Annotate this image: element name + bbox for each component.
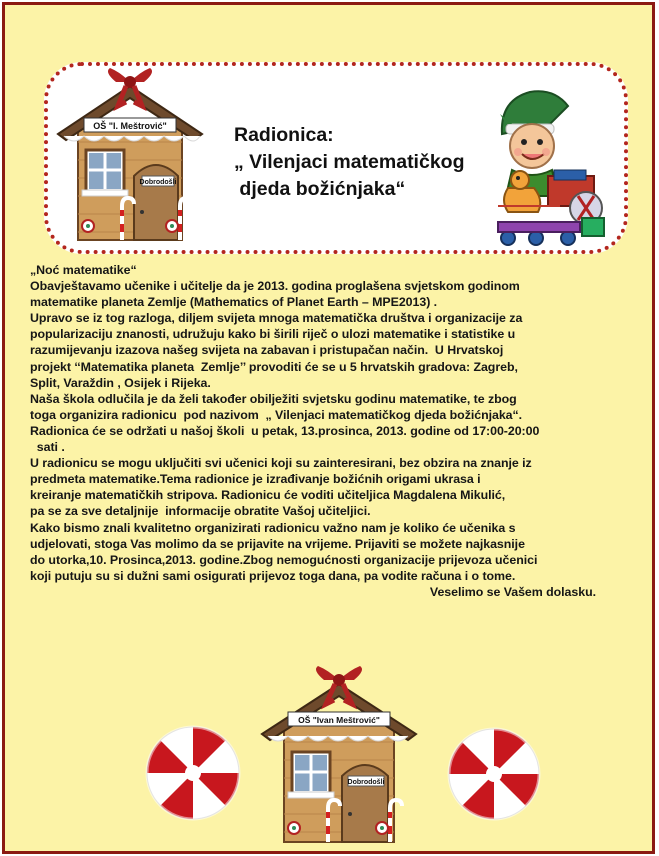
body-line: do utorka,10. Prosinca,2013. godine.Zbog nemogućnosti organizacije prijevoza učenici (30, 552, 538, 567)
body-line: projekt ‘‘Matematika planeta Zemlje’’ provoditi će se u 5 hrvatskih gradova: Zagreb, (30, 359, 518, 374)
title-line-2: „ Vilenjaci matematičkog (234, 151, 465, 173)
body-line: U radionicu se mogu uključiti svi učenici koji su zainteresirani, bez obzira na znanje iz (30, 456, 532, 471)
house-sign-bottom: OŠ "Ivan Meštrović" (298, 715, 380, 725)
gingerbread-house-top (54, 72, 206, 247)
body-line: Split, Varaždin , Osijek i Rijeka. (30, 375, 211, 390)
body-line: predmeta matematike.Tema radionice je izrađivanje božićnih origami ukrasa i (30, 472, 481, 487)
peppermint-candy-left (146, 726, 240, 820)
body-line: kreiranje matematičkih stripova. Radionicu će voditi učiteljica Magdalena Mikulić, (30, 488, 506, 503)
subtitle: „Noć matematike“ (30, 263, 137, 277)
elf-with-toys-illustration (490, 84, 614, 246)
body-line: Upravo se iz tog razloga, diljem svijeta mnoga matematička društva i organizacije za (30, 311, 523, 326)
body-line: razumijevanju izazova našeg svijeta na zabavan i pristupačan način. U Hrvatskoj (30, 343, 504, 358)
body-line: toga organizira radionicu pod nazivom „ Vilenjaci matematičkog djeda božićnjaka“. (30, 407, 523, 422)
body-line: popularizaciju znanosti, udružuju kako bi širili riječ o ulozi matematike i statistike u (30, 327, 516, 342)
body-line: Kako bismo znali kvalitetno organizirati radionicu važno nam je koliko će učenika s (30, 520, 516, 535)
body-line: Obavještavamo učenike i učitelje da je 2013. godina proglašena svjetskom godinom (30, 279, 520, 294)
peppermint-candy-right (448, 728, 540, 820)
body-line: sati . (30, 440, 65, 455)
body-line: Naša škola odlučila je da želi također obilježiti svjetsku godinu matematike, te zbog (30, 391, 517, 406)
body-line: koji putuju su si dužni sami osigurati prijevoz toga dana, pa vodite računa i o tome. (30, 568, 516, 583)
body-line: pa se za sve detaljnije informacije obratite Vašoj učiteljici. (30, 504, 371, 519)
house-door-sign-top: Dobrodošli (139, 179, 177, 186)
house-door-sign-bottom: Dobrodošli (347, 779, 385, 786)
page-title (234, 122, 504, 203)
title-line-3: djeda božićnjaka“ (234, 178, 406, 200)
body-line: Radionica će se održati u našoj školi u petak, 13.prosinca, 2013. godine od 17:00-20:00 (30, 423, 540, 438)
closing-line: Veselimo se Vašem dolasku. (429, 584, 596, 599)
title-line-1: Radionica: (234, 124, 334, 146)
announcement-text (30, 262, 620, 600)
body-line: udjelovati, stoga Vas molimo da se prijavite na vrijeme. Prijaviti se možete najkasnije (30, 536, 525, 551)
body-line: matematike planeta Zemlje (Mathematics of Planet Earth – MPE2013) . (30, 295, 438, 310)
house-sign-top: OŠ "I. Meštrović" (93, 121, 167, 131)
gingerbread-house-bottom (258, 668, 420, 848)
